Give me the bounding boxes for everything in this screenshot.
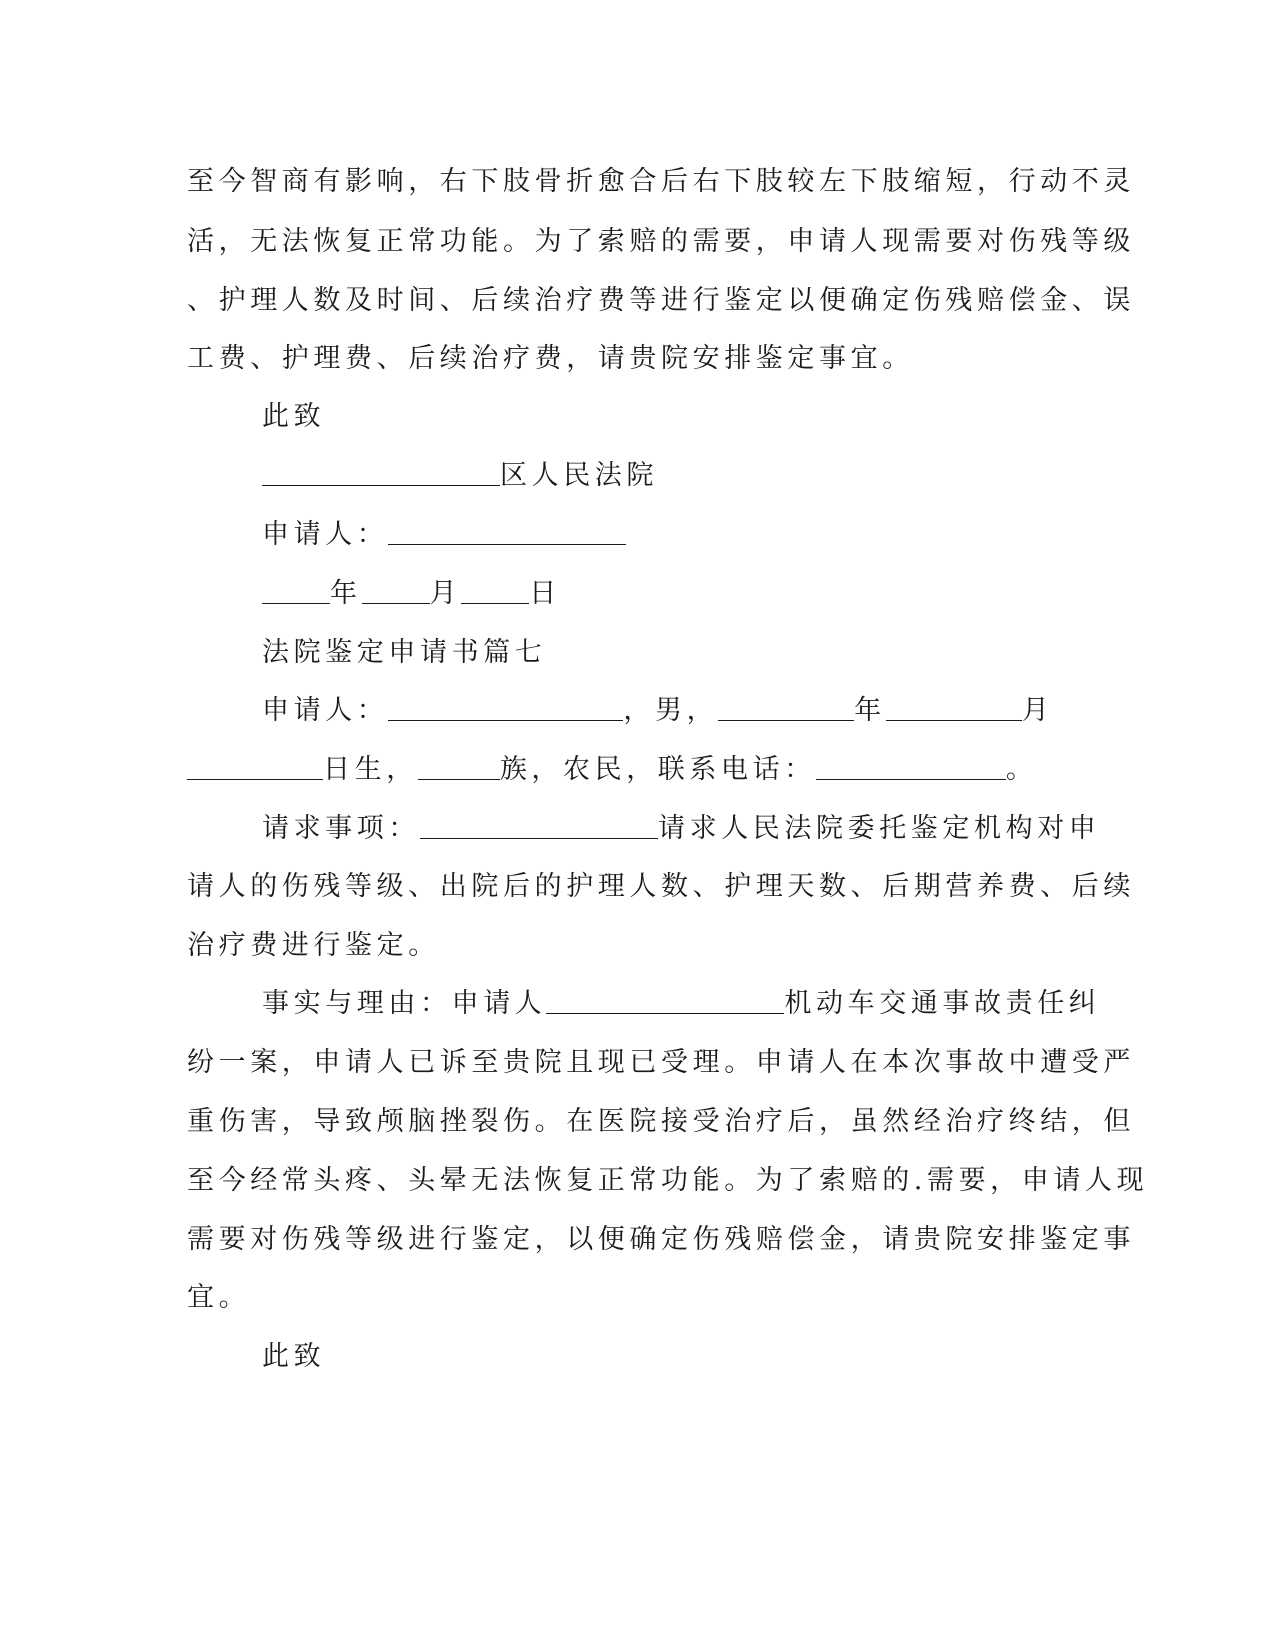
month-blank[interactable] [362,577,430,604]
paragraph-line-4: 工费、护理费、后续治疗费，请贵院安排鉴定事宜。 [187,343,914,374]
paragraph-line-3: 、护理人数及时间、后续治疗费等进行鉴定以便确定伤残赔偿金、误 [187,285,1135,316]
line-end: 。 [1005,754,1038,785]
applicant-name-blank-2[interactable] [388,694,623,721]
date-line [262,577,561,611]
facts-line-6: 宜。 [187,1282,251,1313]
applicant-info-line-2 [187,753,1037,787]
paragraph-line-1: 至今智商有影响，右下肢骨折愈合后右下肢较左下肢缩短，行动不灵 [187,166,1135,197]
facts-line-3: 重伤害，导致颅脑挫裂伤。在医院接受治疗后，虽然经治疗终结，但 [187,1106,1135,1137]
sex-text: ，男， [623,695,719,726]
year-label: 年 [330,578,362,609]
facts-blank[interactable] [546,987,784,1014]
applicant-info-line-1 [262,694,1053,728]
facts-label: 事实与理由：申请人 [262,988,547,1019]
request-line-1 [262,812,1100,846]
phone-blank[interactable] [816,753,1006,780]
year-blank[interactable] [262,577,330,604]
request-blank[interactable] [420,812,658,839]
court-line [262,459,658,493]
facts-line-4: 至今经常头疼、头晕无法恢复正常功能。为了索赔的.需要，申请人现 [187,1165,1149,1196]
court-name-blank[interactable] [262,459,500,486]
facts-line-1 [262,987,1100,1021]
ethnicity-blank[interactable] [418,753,500,780]
month-label: 月 [429,578,462,609]
birth-year-blank[interactable] [718,694,854,721]
applicant-signature-line [262,518,626,552]
applicant-name-blank[interactable] [388,518,626,545]
day-blank[interactable] [461,577,529,604]
day-label: 日 [529,578,561,609]
closing-salutation-1: 此致 [262,401,326,432]
facts-line-2: 纷一案，申请人已诉至贵院且现已受理。申请人在本次事故中遭受严 [187,1047,1135,1078]
facts-line-5: 需要对伤残等级进行鉴定，以便确定伤残赔偿金，请贵院安排鉴定事 [187,1224,1135,1255]
ethnic-text: 族，农民，联系电话： [499,754,816,785]
paragraph-line-2: 活，无法恢复正常功能。为了索赔的需要，申请人现需要对伤残等级 [187,226,1135,257]
court-suffix: 区人民法院 [500,460,658,491]
closing-salutation-2: 此致 [262,1341,326,1372]
request-label: 请求事项： [262,813,420,844]
applicant-label: 申请人： [262,519,389,550]
applicant-label-2: 申请人： [262,695,389,726]
facts-text-1: 机动车交通事故责任纠 [784,988,1101,1019]
request-line-2: 请人的伤残等级、出院后的护理人数、护理天数、后期营养费、后续 [187,871,1135,902]
birth-day-blank[interactable] [187,753,323,780]
birth-month-blank[interactable] [886,694,1022,721]
born-text: 日生， [323,754,418,785]
request-text-1: 请求人民法院委托鉴定机构对申 [658,813,1101,844]
birth-year-label: 年 [854,695,886,726]
section-title: 法院鉴定申请书篇七 [262,637,547,668]
birth-month-label: 月 [1021,695,1054,726]
request-line-3: 治疗费进行鉴定。 [187,930,440,961]
